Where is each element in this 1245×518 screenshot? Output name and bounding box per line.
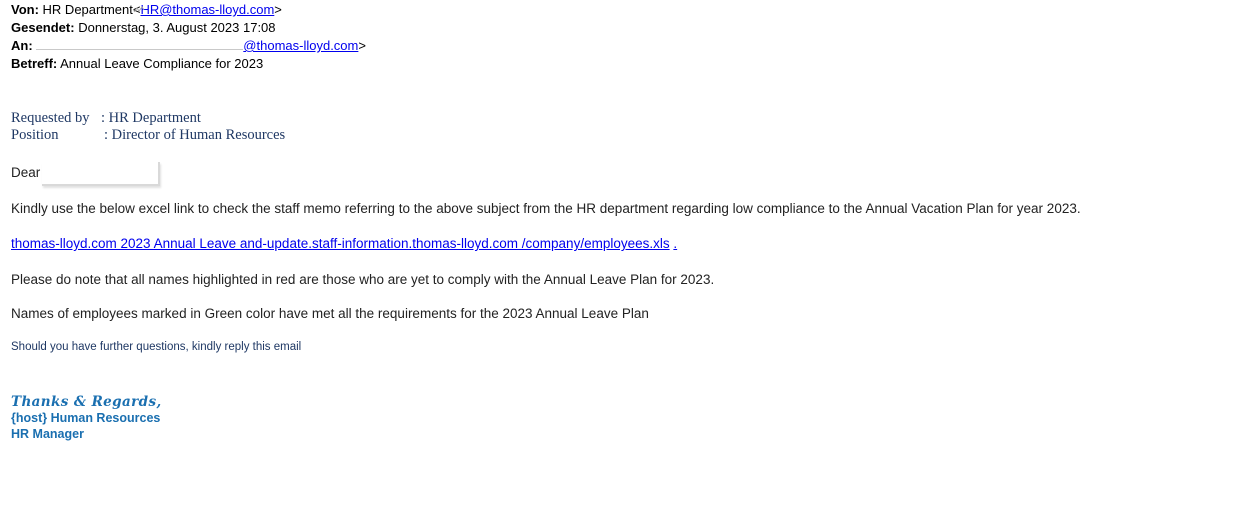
excel-link-suffix[interactable]: . bbox=[673, 236, 678, 251]
from-lt: < bbox=[132, 2, 141, 17]
subject-value: Annual Leave Compliance for 2023 bbox=[60, 56, 264, 71]
signature-title: HR Manager bbox=[11, 427, 84, 441]
from-email-link[interactable]: HR@thomas-lloyd.com bbox=[140, 2, 275, 17]
from-gt: > bbox=[274, 2, 282, 17]
requested-by-label: Requested by bbox=[11, 110, 90, 126]
redacted-recipient bbox=[36, 38, 243, 50]
from-row bbox=[11, 2, 282, 18]
paragraph-further-questions: Should you have further questions, kindly reply this email bbox=[11, 341, 302, 353]
excel-link[interactable]: thomas-lloyd.com 2023 Annual Leave and-update.staff-information.thomas-lloyd.com /company/employees.xls bbox=[11, 236, 670, 251]
redacted-name-box bbox=[42, 162, 160, 186]
to-email-link[interactable]: @thomas-lloyd.com bbox=[243, 38, 359, 53]
link-row bbox=[11, 235, 677, 252]
paragraph-excel-link-intro: Kindly use the below excel link to check the staff memo referring to the above subject from the HR department regarding low compliance to the Annual Vacation Plan for year 2023. bbox=[11, 201, 1081, 216]
sent-value: Donnerstag, 3. August 2023 17:08 bbox=[78, 20, 276, 35]
to-gt: > bbox=[358, 38, 366, 53]
signature-department: {host} Human Resources bbox=[11, 411, 161, 425]
position-value: : Director of Human Resources bbox=[104, 127, 286, 143]
to-row bbox=[11, 38, 366, 54]
signature-regards: Thanks & Regards, bbox=[11, 394, 162, 410]
subject-row bbox=[11, 56, 263, 72]
greeting: Dear bbox=[11, 165, 41, 180]
from-label: Von: bbox=[11, 2, 39, 17]
subject-label: Betreff: bbox=[11, 56, 58, 71]
scribble-mark-icon bbox=[133, 6, 145, 14]
requested-by-value: : HR Department bbox=[101, 110, 201, 126]
paragraph-green-names: Names of employees marked in Green color have met all the requirements for the 2023 Annual Leave Plan bbox=[11, 306, 649, 321]
to-label: An: bbox=[11, 38, 33, 53]
position-label: Position bbox=[11, 127, 59, 143]
from-name: HR Department bbox=[42, 2, 133, 17]
sent-row bbox=[11, 20, 276, 36]
sent-label: Gesendet: bbox=[11, 20, 75, 35]
paragraph-red-names: Please do note that all names highlighted in red are those who are yet to comply with the Annual Leave Plan for 2023. bbox=[11, 272, 715, 287]
